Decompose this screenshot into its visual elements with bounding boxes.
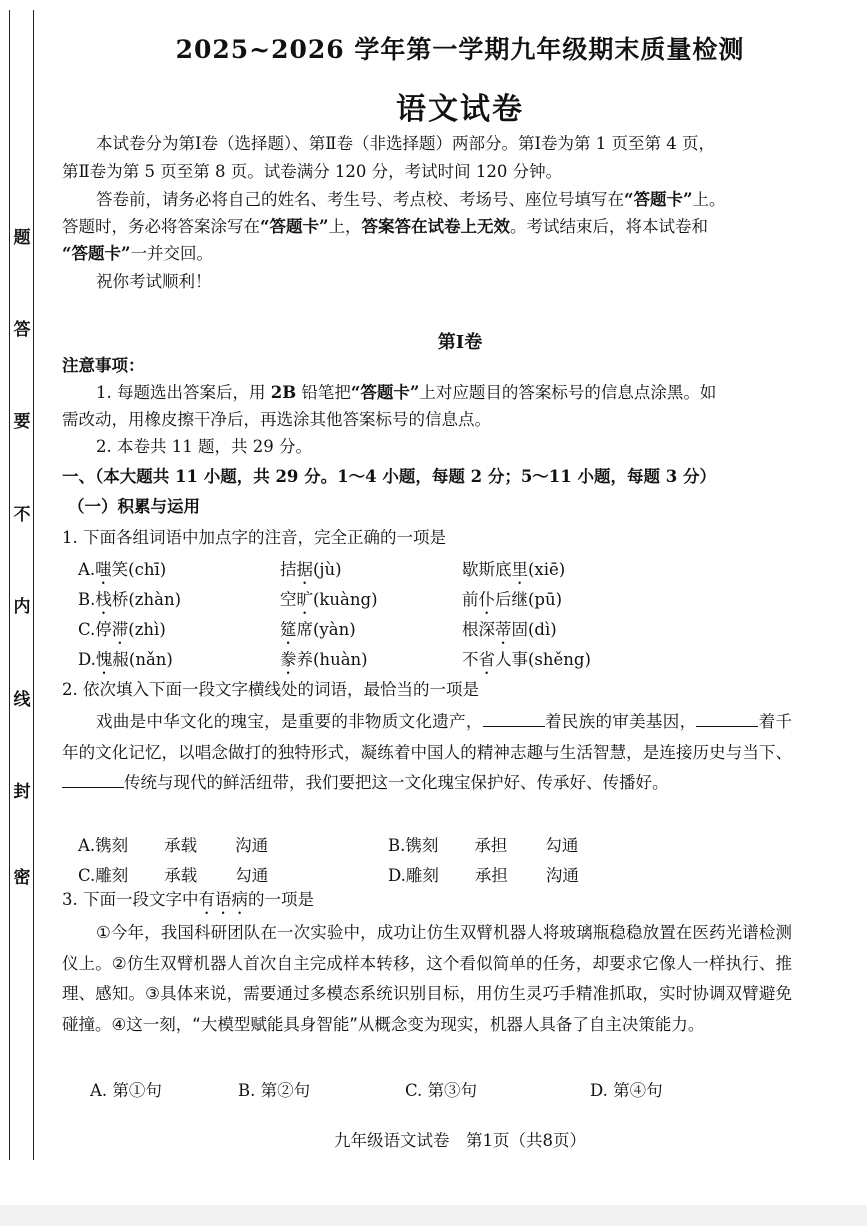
passage-text: 着千年的文化记忆，以唱念做打的独特形式，凝练着中国人的精神志趣与生活智慧，是连接历史与当下、 bbox=[62, 712, 793, 762]
intro-line bbox=[62, 217, 708, 237]
subject-title: 语文试卷 bbox=[396, 92, 524, 127]
intro-text: 。考试结束后，将本试卷和 bbox=[509, 217, 708, 236]
page-footer: 九年级语文试卷 第1页（共8页） bbox=[334, 1131, 586, 1150]
notice-line: 需改动，用橡皮擦干净后，再选涂其他答案标号的信息点。 bbox=[62, 410, 491, 429]
binding-char: 线 bbox=[13, 690, 31, 710]
intro-text: 上。 bbox=[692, 190, 726, 209]
intro-line bbox=[62, 244, 213, 264]
part-heading: 一、（本大题共 11 小题，共 29 分。1～4 小题，每题 2 分；5～11 小题，每题 3 分） bbox=[62, 467, 716, 486]
q1-option-b-1: B.栈桥(zhàn) bbox=[78, 590, 182, 609]
binding-char: 答 bbox=[13, 320, 31, 340]
intro-text: 答题时，务必将答案涂写在 bbox=[62, 217, 260, 236]
q3-option-c: C. 第③句 bbox=[405, 1081, 478, 1100]
binding-line-outer bbox=[9, 10, 10, 1160]
q1-option-b-3: 前仆后继(pū) bbox=[462, 590, 563, 609]
binding-char: 不 bbox=[13, 505, 31, 525]
notice-text: 铅笔把 bbox=[296, 383, 351, 402]
exam-title: 2025~2026 学年第一学期九年级期末质量检测 bbox=[175, 35, 745, 64]
invalid-answer-warning: 答案答在试卷上无效 bbox=[361, 217, 510, 236]
q3-stem bbox=[62, 890, 314, 918]
fill-blank-3 bbox=[62, 771, 124, 788]
q1-option-c-2: 筵席(yàn) bbox=[280, 620, 356, 639]
q1-option-a-3: 歇斯底里(xiē) bbox=[462, 560, 566, 579]
bottom-band bbox=[0, 1205, 867, 1226]
q1-option-a-2: 拮据(jù) bbox=[280, 560, 342, 579]
binding-char: 内 bbox=[13, 597, 31, 617]
binding-line-inner bbox=[33, 10, 34, 1160]
q1-option-b-2: 空旷(kuàng) bbox=[280, 590, 378, 609]
fill-blank-2 bbox=[696, 710, 758, 727]
q2-option-c: C.雕刻 承载 勾通 bbox=[78, 866, 269, 885]
passage-text: 着民族的审美基因， bbox=[544, 712, 697, 731]
stem-text: 3. 下面一段文字中 bbox=[62, 890, 199, 909]
q1-stem: 1. 下面各组词语中加点字的注音，完全正确的一项是 bbox=[62, 528, 446, 547]
notice-title: 注意事项： bbox=[62, 356, 145, 375]
notice-line: 2. 本卷共 11 题，共 29 分。 bbox=[96, 437, 312, 456]
notice-line bbox=[96, 383, 716, 403]
passage-text: 传统与现代的鲜活纽带，我们要把这一文化瑰宝保护好、传承好、传播好。 bbox=[124, 773, 669, 792]
q1-option-d-2: 豢养(huàn) bbox=[280, 650, 368, 669]
binding-char: 封 bbox=[13, 782, 31, 802]
answer-card-term: “答题卡” bbox=[624, 190, 693, 209]
intro-text: 一并交回。 bbox=[130, 244, 213, 263]
q2-option-b: B.镌刻 承担 勾通 bbox=[388, 836, 579, 855]
q1-option-d-1: D.愧赧(nǎn) bbox=[78, 650, 173, 669]
intro-line bbox=[96, 190, 725, 210]
binding-char: 要 bbox=[13, 412, 31, 432]
q1-option-c-3: 根深蒂固(dì) bbox=[462, 620, 557, 639]
answer-card-term: “答题卡” bbox=[62, 244, 131, 263]
q3-option-d: D. 第④句 bbox=[590, 1081, 663, 1100]
answer-card-term: “答题卡” bbox=[350, 383, 420, 402]
pencil-type: 2B bbox=[270, 383, 297, 402]
q3-option-a: A. 第①句 bbox=[90, 1081, 162, 1100]
q2-option-d: D.雕刻 承担 沟通 bbox=[388, 866, 579, 885]
intro-text: 答卷前，请务必将自己的姓名、考生号、考点校、考场号、座位号填写在 bbox=[96, 190, 624, 209]
notice-text: 1. 每题选出答案后，用 bbox=[96, 383, 271, 402]
answer-card-term: “答题卡” bbox=[260, 217, 329, 236]
emphasis-text: 有语病 bbox=[198, 890, 248, 909]
q3-passage: ①今年，我国科研团队在一次实验中，成功让仿生双臂机器人将玻璃瓶稳稳放置在医药光谱检测仪上。②仿生双臂机器人首次自主完成样本转移，这个看似简单的任务，却要求它像人一样执行、推理、感知。③具体来说，需要通过多模态系统识别目标，用仿生灵巧手精准抓取，实时协调双臂避免碰撞。④这一刻，“大模型赋能具身智能”从概念变为现实，机器人具备了自主决策能力。 bbox=[62, 923, 792, 1034]
good-luck-text: 祝你考试顺利！ bbox=[96, 272, 212, 291]
passage-text: 戏曲是中华文化的瑰宝，是重要的非物质文化遗产， bbox=[96, 712, 483, 731]
q2-option-a: A.镌刻 承载 沟通 bbox=[78, 836, 269, 855]
stem-text: 的一项是 bbox=[248, 890, 314, 909]
intro-line: 第Ⅱ卷为第 5 页至第 8 页。试卷满分 120 分，考试时间 120 分钟。 bbox=[62, 162, 563, 181]
intro-text: 上， bbox=[328, 217, 362, 236]
q1-option-a-1: A.嗤笑(chī) bbox=[78, 560, 167, 579]
q1-option-d-3: 不省人事(shěng) bbox=[462, 650, 591, 669]
volume-heading: 第Ⅰ卷 bbox=[437, 332, 483, 353]
fill-blank-1 bbox=[483, 710, 545, 727]
binding-char: 密 bbox=[13, 868, 31, 888]
q2-passage bbox=[62, 707, 792, 799]
notice-text: 上对应题目的答案标号的信息点涂黑。如 bbox=[419, 383, 717, 402]
q2-stem: 2. 依次填入下面一段文字横线处的词语，最恰当的一项是 bbox=[62, 680, 479, 699]
binding-char: 题 bbox=[13, 228, 31, 248]
intro-line: 本试卷分为第Ⅰ卷（选择题）、第Ⅱ卷（非选择题）两部分。第Ⅰ卷为第 1 页至第 4 页， bbox=[96, 134, 715, 153]
sub-heading: （一）积累与运用 bbox=[68, 497, 200, 516]
q3-option-b: B. 第②句 bbox=[238, 1081, 311, 1100]
q1-option-c-1: C.停滞(zhì) bbox=[78, 620, 166, 639]
